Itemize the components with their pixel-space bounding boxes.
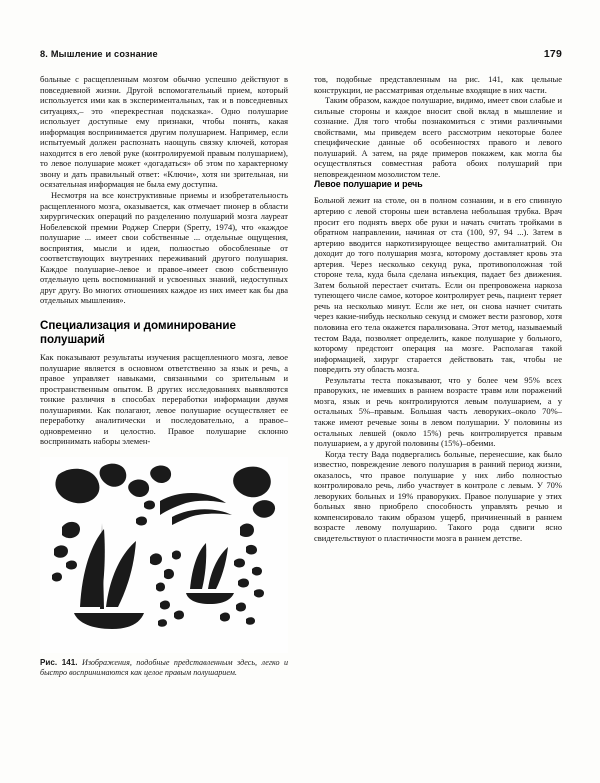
figure-artwork (40, 457, 288, 653)
figure-caption (40, 658, 288, 678)
figure-illustration (40, 457, 288, 653)
paragraph: Когда тесту Вада подвергались больные, перенесшие, как было известно, повреждение левого полушария в ранний период жизни, оказалось, что правое полушарие у них либо полностью контролировало речь, либо участвует в контроле с левым. У 70% леворуких больных и 19% праворуких. Правое полушарие у этих больных явно приобрело способность управлять речью и компенсировало таким образом ущерб, причиненный в раннем возрасте левому полушарию. Такого рода сдвиги ясно свидетельствуют о пластичности мозга в раннем детстве. (314, 448, 562, 543)
paragraph: Больной лежит на столе, он в полном сознании, и в его спинную артерию с левой стороны шеи вставлена небольшая трубка. Врач просит его поднять вверх обе руки и начать считать тройками в обратном направлении, начиная от ста (100, 97, 94 ...). Затем в артерию вводится наркотизирующее вещество амиталнатрий. Он доходит до того полушария мозга, которому доставляет кровь эта артерия. Через несколько секунд рука, противоположная той стороне тела, куда была сделана инъекция, падает без движения. Затем больной перестает считать. Если он препровожена наркоза тупеющего числе самое, которое контролирует речь, пациент теряет речь на несколько минут. Если же нет, он снова начнет считать через какие-нибудь несколько секунд и сможет вести разговор, хотя половина его тела окажется парализована. Этот метод, называемый тестом Вада, позволяет определить, какое полушарие у больного, которому предстоит операция на мозге. Располагая такой информацией, хирург старается действовать так, чтобы не повредить эту область мозга. (314, 195, 562, 375)
paragraph: Таким образом, каждое полушарие, видимо, имеет свои слабые и сильные стороны и каждое вносит свой вклад в мышление и сознание. Для того чтобы познакомиться с этими различными свойствами, мы приведем всего рассмотрим некоторые более специфические данные об особенностях правого и левого полушарий. А затем, на ряде примеров покажем, как могла бы осуществляться совместная работа обоих полушарий при неповрежденном мозолистом теле. (314, 95, 562, 179)
paragraph: Несмотря на все конструктивные приемы и изобретательность расщепленного мозга, оказывается, как отмечает пионер в области хирургических операций по разделению полушарий мозга лауреат Нобелевской премии Роджер Сперри (Sperry, 1974), что «каждое полушарие ... имеет свои собственные ... отдельные ощущения, восприятия, мысли и идеи, полностью обособленные от соответствующих внутренних переживаний другого полушария. Каждое полушарие–левое и правое–имеет свою собственную отдельную цепь воспоминаний и усвоенных знаний, недоступных друг другу. Во многих отношениях каждое из них имеет как бы два отдельных мышления». (40, 190, 288, 306)
paragraph: Как показывают результаты изучения расщепленного мозга, левое полушарие является в основном ответственно за язык и речь, а правое управляет навыками, связанными со зрительным и пространственным опытом. В других исследованиях выявляются тонкие различия в способах переработки информации двумя полушариями. Как полагают, левое полушарие осуществляет ее переработку аналитически и последовательно, а правое–одновременно и целостно. Правое полушарие склонно воспринимать наборы элемен- (40, 352, 288, 447)
left-column (40, 74, 288, 764)
section-heading: Специализация и доминирование полушарий (40, 319, 236, 346)
figure-label: Рис. 141. (40, 657, 78, 667)
paragraph: Результаты теста показывают, что у более чем 95% всех праворуких, не имевших в раннем возрасте травм или поражений мозга, язык и речь контролируются левым полушарием, а у остальных 5%–правым. Большая часть леворуких–около 70%–также имеют речевые зоны в левом полушарии. У половины из остальных левшей (около 15%) речь контролируется правым полушарием, а у другой половины (15%)–обеими. (314, 374, 562, 449)
figure-caption-text: Изображения, подобные представленным здесь, легко и быстро воспринимаются как целое правым полушарием. (40, 657, 288, 677)
two-column-body (40, 74, 562, 764)
page-header (40, 48, 562, 60)
subsection-heading: Левое полушарие и речь (314, 179, 423, 190)
chapter-title: 8. Мышление и сознание (40, 49, 158, 59)
paragraph: больные с расщепленным мозгом обычно успешно действуют в повседневной жизни. Другой вспомогательный прием, который используется ими как в экспериментальных, так и в повседневных ситуациях,– это «перекрестная подсказка». Одно полушарие использует доступные ему признаки, чтобы понять, какая информация воспринимается другим полушарием. Например, если испытуемый должен распознать наощупь связку ключей, которая находится в его левой руке (контролируемой правым полушарием), то левое полушарие может «догадаться» об этом по характерному звону и дать правильный ответ: «Ключи», хотя ни зрительная, ни осязательная информация не была ему доступна. (40, 74, 288, 190)
paragraph: тов, подобные представленным на рис. 141, как цельные конструкции, не рассматривая отдельные входящие в них части. (314, 74, 562, 95)
page-number: 179 (543, 48, 562, 60)
right-column (314, 74, 562, 764)
